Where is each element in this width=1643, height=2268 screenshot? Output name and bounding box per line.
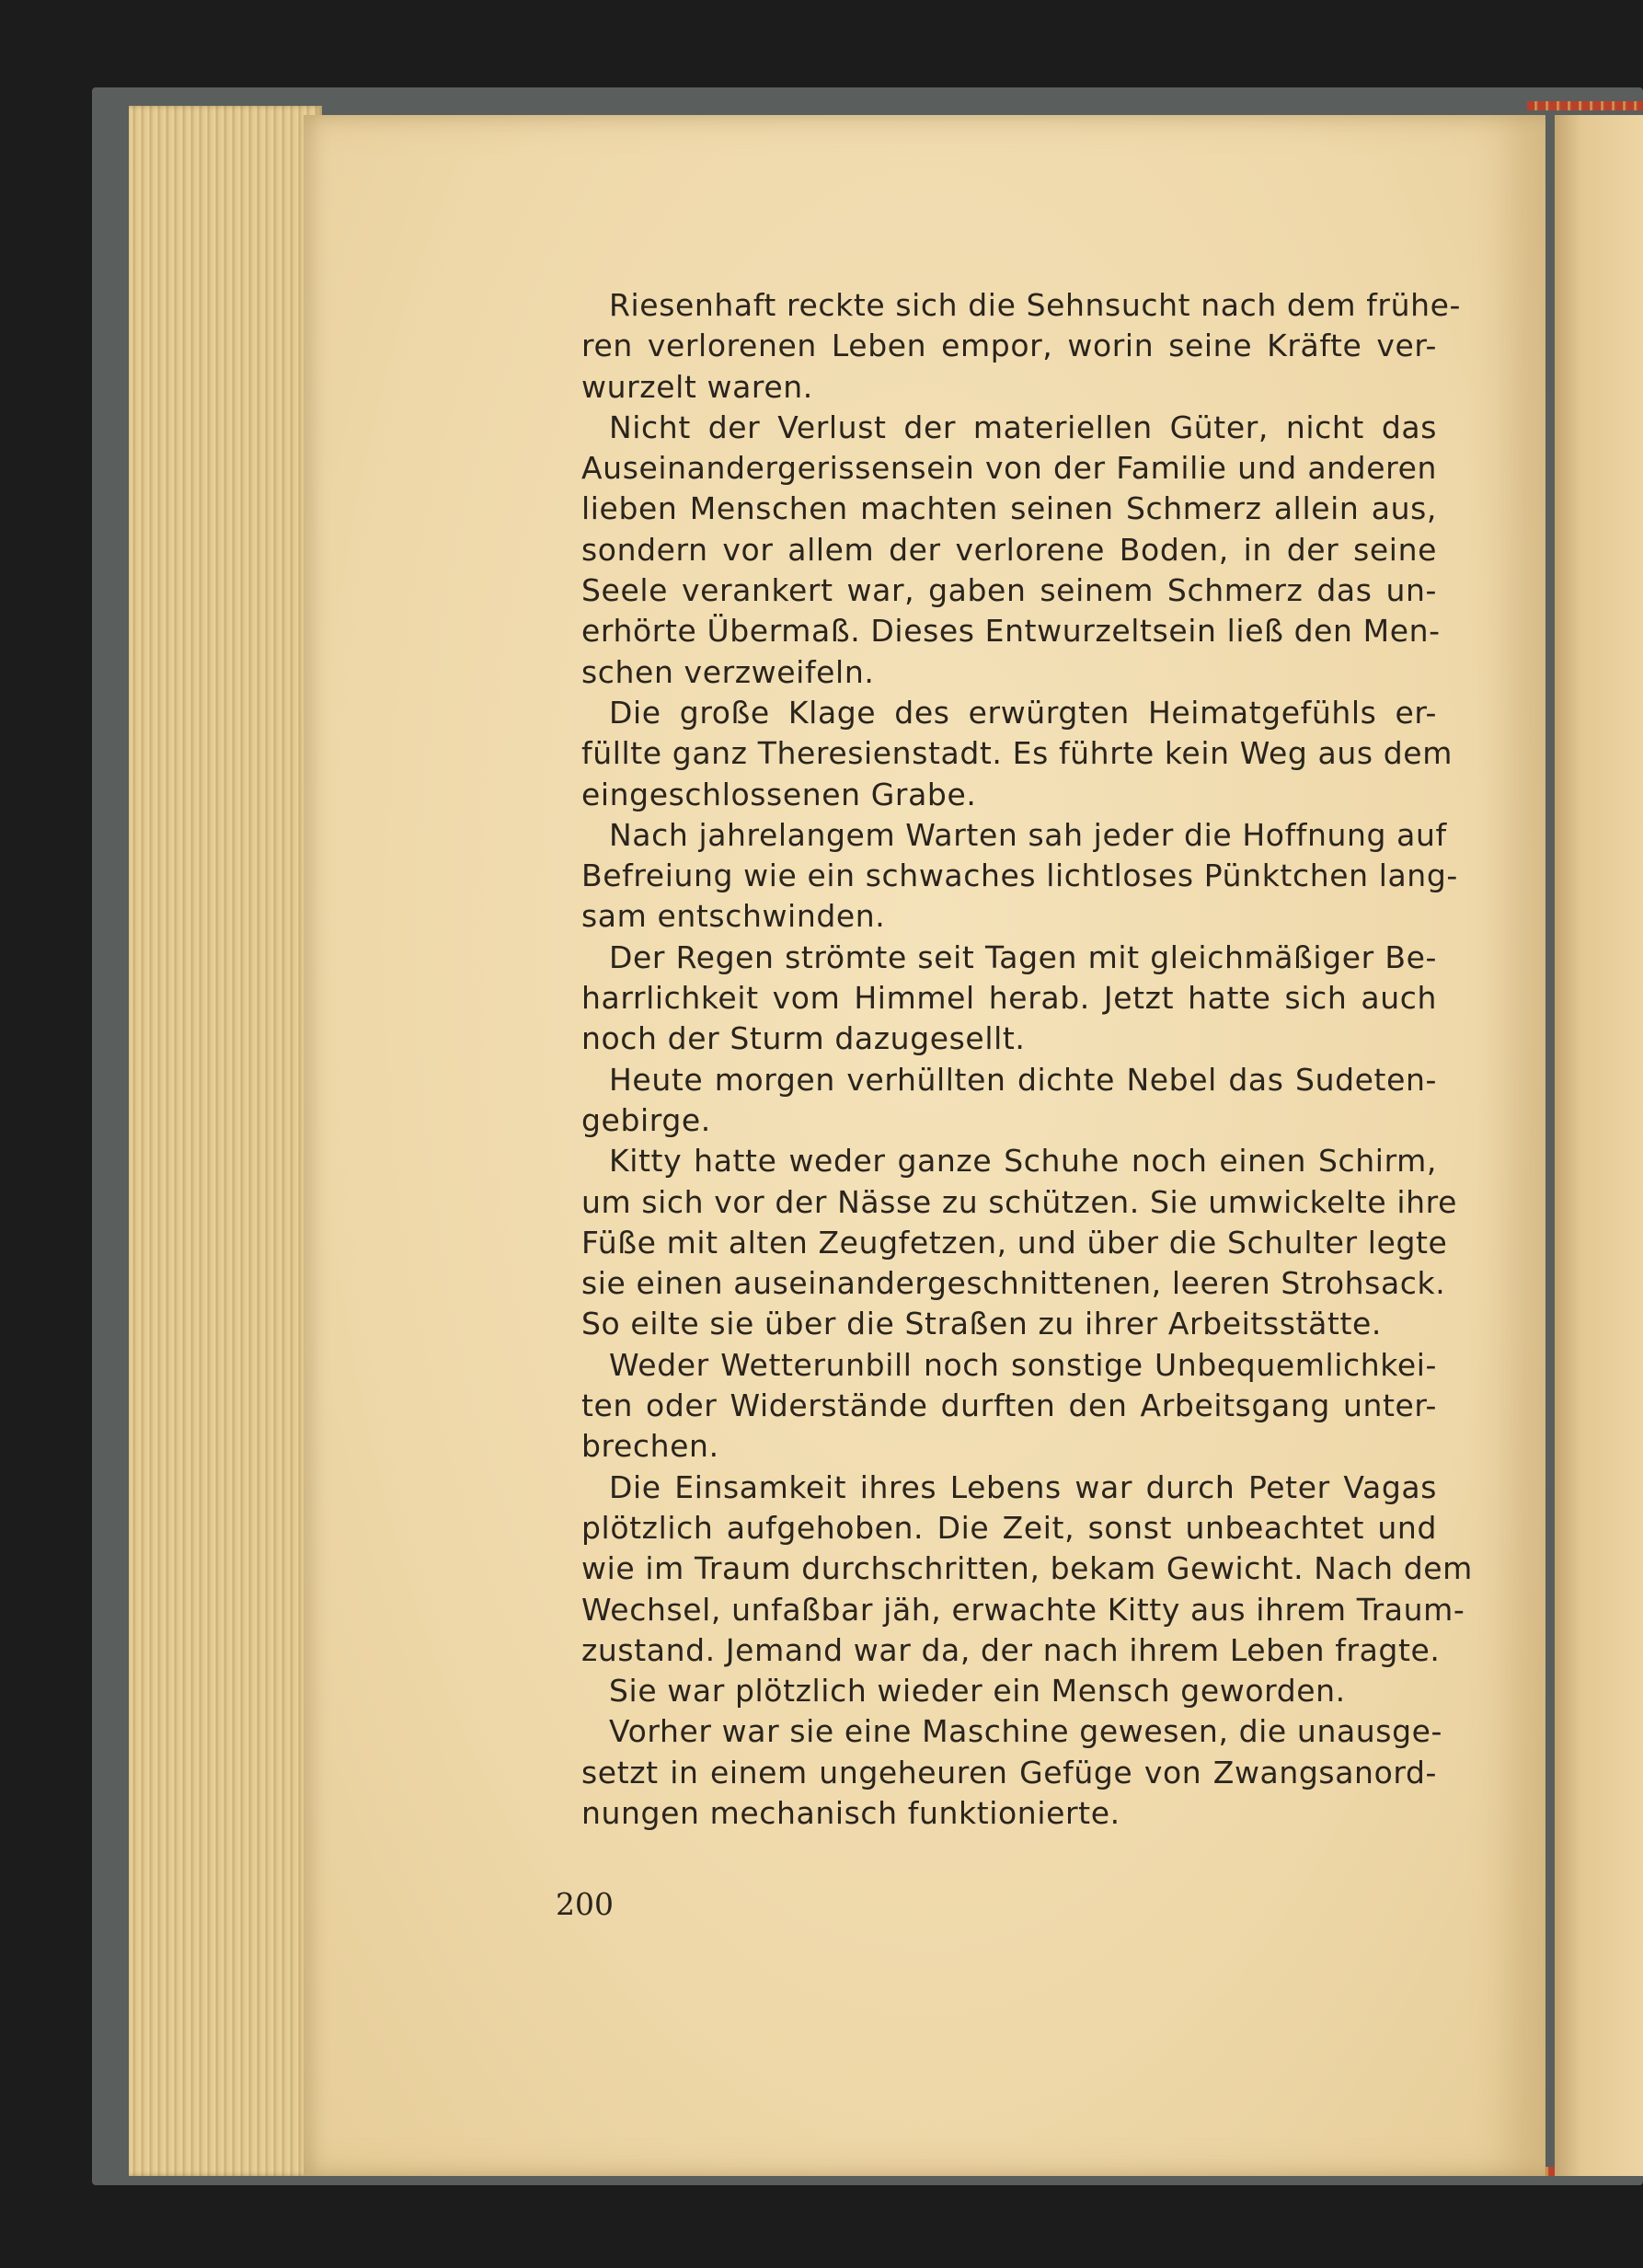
page-edges <box>129 106 322 2176</box>
text-line: Füße mit alten Zeugfetzen, und über die Schulter legte <box>581 1224 1448 1261</box>
paragraph <box>552 1711 1443 1834</box>
text-line: Vorher war sie eine Maschine gewesen, die unausge- <box>609 1713 1443 1750</box>
text-line: nungen mechanisch funktionierte. <box>581 1794 1120 1831</box>
text-line: sondern vor allem der verlorene Boden, in der seine <box>581 531 1437 568</box>
text-line: erhörte Übermaß. Dieses Entwurzeltsein ließ den Men- <box>581 613 1441 650</box>
page-number: 200 <box>556 1886 614 1922</box>
paragraph <box>552 815 1458 938</box>
text-line: Weder Wetterunbill noch sonstige Unbequemlichkei- <box>609 1346 1437 1383</box>
text-line: füllte ganz Theresienstadt. Es führte kein Weg aus dem <box>581 735 1453 772</box>
text-line: gebirge. <box>581 1101 711 1138</box>
text-line: Auseinandergerissensein von der Familie und anderen <box>581 450 1437 487</box>
text-line: Seele verankert war, gaben seinem Schmerz das un- <box>581 572 1437 609</box>
paragraph <box>552 1141 1458 1344</box>
paragraph <box>552 693 1453 815</box>
paragraph <box>552 1671 1437 1711</box>
text-line: wurzelt waren. <box>581 368 813 405</box>
text-line: ten oder Widerstände durften den Arbeitsgang unter- <box>581 1387 1437 1424</box>
text-line: zustand. Jemand war da, der nach ihrem Leben fragte. <box>581 1631 1441 1668</box>
paragraph <box>552 1060 1437 1142</box>
paragraph <box>552 1345 1437 1468</box>
body-text <box>552 285 1473 1834</box>
text-line: harrlichkeit vom Himmel herab. Jetzt hatte sich auch <box>581 980 1437 1017</box>
paragraph <box>552 1468 1473 1671</box>
text-line: Riesenhaft reckte sich die Sehnsucht nach dem frühe- <box>609 287 1462 323</box>
text-line: noch der Sturm dazugesellt. <box>581 1020 1026 1057</box>
text-line: Nicht der Verlust der materiellen Güter, nicht das <box>609 409 1437 445</box>
text-line: sam entschwinden. <box>581 898 886 935</box>
text-line: Der Regen strömte seit Tagen mit gleichmäßiger Be- <box>609 938 1437 975</box>
text-line: lieben Menschen machten seinen Schmerz allein aus, <box>581 490 1437 527</box>
text-line: eingeschlossenen Grabe. <box>581 776 977 812</box>
text-line: um sich vor der Nässe zu schützen. Sie umwickelte ihre <box>581 1183 1458 1220</box>
text-line: Die Einsamkeit ihres Lebens war durch Peter Vagas <box>609 1468 1437 1505</box>
text-line: plötzlich aufgehoben. Die Zeit, sonst unbeachtet und <box>581 1509 1437 1546</box>
text-line: schen verzweifeln. <box>581 653 875 690</box>
text-line: ren verlorenen Leben empor, worin seine Kräfte ver- <box>581 328 1437 364</box>
paragraph <box>552 408 1441 693</box>
paragraph <box>552 285 1462 408</box>
text-line: wie im Traum durchschritten, bekam Gewicht. Nach dem <box>581 1550 1473 1587</box>
facing-page-edge-top <box>1527 101 1643 110</box>
text-line: So eilte sie über die Straßen zu ihrer Arbeitsstätte. <box>581 1306 1382 1342</box>
text-line: Sie war plötzlich wieder ein Mensch geworden. <box>609 1673 1346 1710</box>
text-line: brechen. <box>581 1428 719 1465</box>
text-line: Befreiung wie ein schwaches lichtloses Pünktchen lang- <box>581 858 1458 894</box>
text-line: Nach jahrelangem Warten sah jeder die Hoffnung auf <box>609 816 1447 853</box>
text-line: setzt in einem ungeheuren Gefüge von Zwangsanord- <box>581 1754 1437 1790</box>
text-line: Die große Klage des erwürgten Heimatgefühls er- <box>609 694 1437 731</box>
text-line: Kitty hatte weder ganze Schuhe noch einen Schirm, <box>609 1143 1437 1180</box>
text-line: Wechsel, unfaßbar jäh, erwachte Kitty aus ihrem Traum- <box>581 1591 1465 1628</box>
paragraph <box>552 938 1437 1060</box>
text-line: sie einen auseinandergeschnittenen, leeren Strohsack. <box>581 1265 1446 1302</box>
facing-page <box>1555 115 1643 2176</box>
text-line: Heute morgen verhüllten dichte Nebel das Sudeten- <box>609 1061 1437 1098</box>
